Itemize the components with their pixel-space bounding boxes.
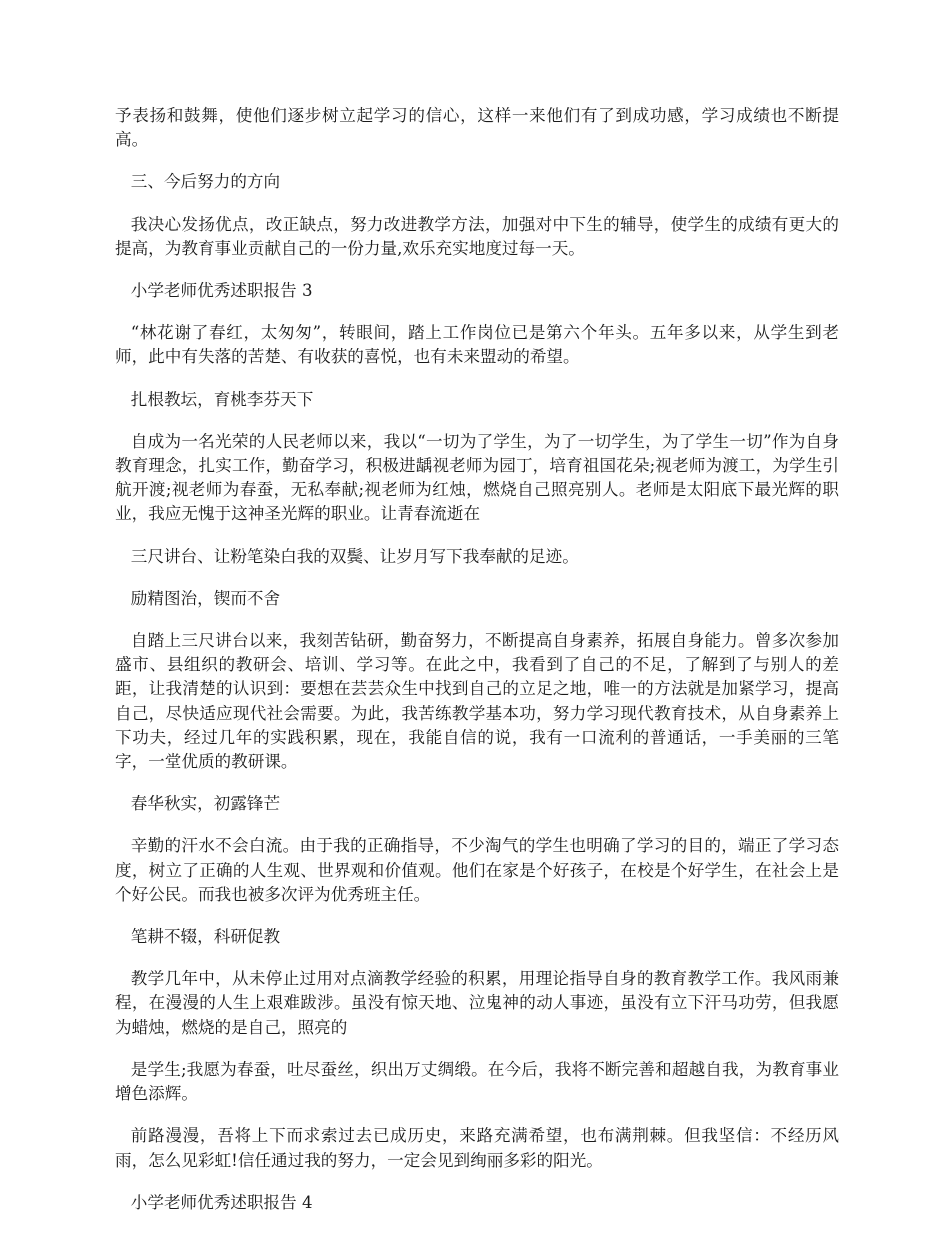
paragraph: 自踏上三尺讲台以来，我刻苦钻研，勤奋努力，不断提高自身素养，拓展自身能力。曾多次参加盛市、县组织的教研会、培训、学习等。在此之中，我看到了自己的不足，了解到了与别人的差距，让我清楚的认识到：要想在芸芸众生中找到自己的立足之地，唯一的方法就是加紧学习，提高自己，尽快适应现代社会需要。为此，我苦练教学基本功，努力学习现代教育技术，从自身素养上下功夫，经过几年的实践积累，现在，我能自信的说，我有一口流利的普通话，一手美丽的三笔字，一堂优质的教研课。 <box>115 631 839 772</box>
paragraph: 三尺讲台、让粉笔染白我的双鬓、让岁月写下我奉献的足迹。 <box>130 546 579 566</box>
paragraph: 自成为一名光荣的人民老师以来，我以“一切为了学生，为了一切学生，为了学生一切”作为自身教育理念，扎实工作，勤奋学习，积极进龋视老师为园丁，培育祖国花朵;视老师为渡工，为学生引航开渡;视老师为春蚕，无私奉献;视老师为红烛，燃烧自己照亮别人。老师是太阳底下最光辉的职业，我应无愧于这神圣光辉的职业。让青春流逝在 <box>115 431 839 524</box>
paragraph: “林花谢了春红，太匆匆”，转眼间，踏上工作岗位已是第六个年头。五年多以来，从学生到老师，此中有失落的苦楚、有收获的喜悦，也有未来盟动的希望。 <box>115 323 839 367</box>
paragraph: 我决心发扬优点，改正缺点，努力改进教学方法，加强对中下生的辅导，使学生的成绩有更大的提高，为教育事业贡献自己的一份力量,欢乐充实地度过每一天。 <box>115 214 839 258</box>
section-heading: 励精图治，锲而不舍 <box>130 588 281 608</box>
section-heading: 春华秋实，初露锋芒 <box>130 794 281 814</box>
paragraph: 是学生;我愿为春蚕，吐尽蚕丝，织出万丈绸缎。在今后，我将不断完善和超越自我，为教育事业增色添辉。 <box>115 1059 839 1104</box>
paragraph: 辛勤的汗水不会白流。由于我的正确指导，不少淘气的学生也明确了学习的目的，端正了学习态度，树立了正确的人生观、世界观和价值观。他们在家是个好孩子，在校是个好学生，在社会上是个好公民。而我也被多次评为优秀班主任。 <box>115 836 839 904</box>
paragraph: 予表扬和鼓舞，使他们逐步树立起学习的信心，这样一来他们有了到成功感，学习成绩也不断提高。 <box>115 106 839 150</box>
document-page <box>115 104 839 1233</box>
paragraph: 前路漫漫，吾将上下而求索过去已成历史，来路充满希望，也布满荆棘。但我坚信：不经历风雨，怎么见彩虹!信任通过我的努力，一定会见到绚丽多彩的阳光。 <box>115 1126 839 1170</box>
report-title: 小学老师优秀述职报告 3 <box>130 281 313 301</box>
section-heading: 笔耕不辍，科研促教 <box>130 927 281 947</box>
paragraph: 教学几年中，从未停止过用对点滴教学经验的积累，用理论指导自身的教育教学工作。我风雨兼程，在漫漫的人生上艰难跋涉。虽没有惊天地、泣鬼神的动人事迹，虽没有立下汗马功劳，但我愿为蜡烛，燃烧的是自己，照亮的 <box>115 969 839 1037</box>
report-title: 小学老师优秀述职报告 4 <box>130 1192 313 1212</box>
section-heading: 三、今后努力的方向 <box>130 172 281 192</box>
section-heading: 扎根教坛，育桃李芬天下 <box>130 389 314 409</box>
